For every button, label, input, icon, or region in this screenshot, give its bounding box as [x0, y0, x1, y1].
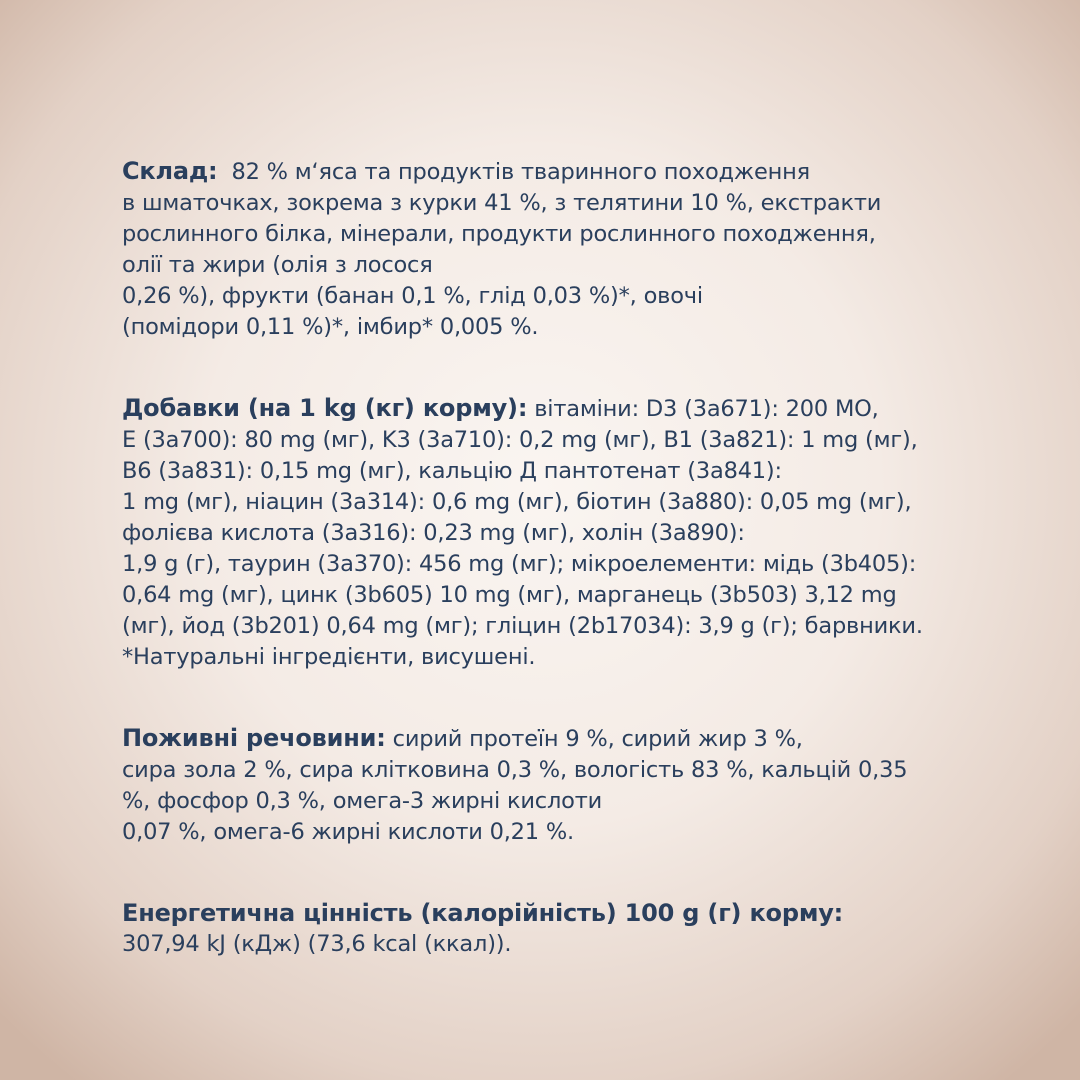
additives-label: Добавки (на 1 kg (кг) корму):	[122, 394, 528, 422]
composition-line: в шматочках, зокрема з курки 41 %, з телятини 10 %, екстракти	[122, 190, 882, 216]
additives-section	[122, 393, 962, 673]
composition-text: 82 % м‘яса та продуктів тваринного походження	[231, 159, 810, 185]
additives-line: E (3a700): 80 mg (мг), K3 (3a710): 0,2 mg (мг), B1 (3a821): 1 mg (мг),	[122, 427, 918, 453]
additives-line: фолієва кислота (3a316): 0,23 mg (мг), холін (3a890):	[122, 520, 745, 546]
additives-text: вітаміни: D3 (3a671): 200 МО,	[534, 396, 879, 422]
composition-line: (помідори 0,11 %)*, імбир* 0,005 %.	[122, 314, 539, 340]
composition-line	[122, 156, 962, 188]
additives-line	[122, 393, 962, 425]
additives-footnote: *Натуральні інгредієнти, висушені.	[122, 644, 536, 670]
nutrients-text: сирий протеїн 9 %, сирий жир 3 %,	[392, 726, 803, 752]
composition-label: Склад:	[122, 157, 218, 185]
composition-line: 0,26 %), фрукти (банан 0,1 %, глід 0,03 %)*, овочі	[122, 283, 703, 309]
additives-line: 1 mg (мг), ніацин (3a314): 0,6 mg (мг), біотин (3a880): 0,05 mg (мг),	[122, 489, 912, 515]
additives-line: 0,64 mg (мг), цинк (3b605) 10 mg (мг), марганець (3b503) 3,12 mg	[122, 582, 897, 608]
nutrients-line: 0,07 %, омега-6 жирні кислоти 0,21 %.	[122, 819, 574, 845]
composition-line: олії та жири (олія з лосося	[122, 252, 433, 278]
composition-line: рослинного білка, мінерали, продукти рослинного походження,	[122, 221, 876, 247]
nutrients-line	[122, 723, 962, 755]
energy-section	[122, 898, 962, 960]
nutrients-line: %, фосфор 0,3 %, омега-3 жирні кислоти	[122, 788, 603, 814]
energy-value: 307,94 kJ (кДж) (73,6 kcal (ккал)).	[122, 931, 512, 957]
additives-line: 1,9 g (г), таурин (3a370): 456 mg (мг); мікроелементи: мідь (3b405):	[122, 551, 917, 577]
composition-section	[122, 156, 962, 343]
energy-label: Енергетична цінність (калорійність) 100 g (г) корму:	[122, 899, 844, 927]
nutrients-line: сира зола 2 %, сира клітковина 0,3 %, вологість 83 %, кальцій 0,35	[122, 757, 908, 783]
ingredients-document	[122, 156, 962, 1010]
nutrients-section	[122, 723, 962, 848]
additives-line: (мг), йод (3b201) 0,64 mg (мг); гліцин (2b17034): 3,9 g (г); барвники.	[122, 613, 923, 639]
additives-line: B6 (3a831): 0,15 mg (мг), кальцію Д пантотенат (3a841):	[122, 458, 782, 484]
nutrients-label: Поживні речовини:	[122, 724, 386, 752]
